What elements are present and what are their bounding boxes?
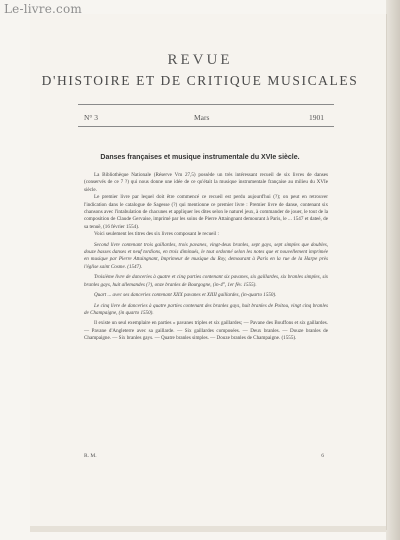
issue-number: N° 3	[84, 113, 99, 122]
paragraph: Quart ... avec ses danceries contenant XIIX pavanes et XIIII gaillardes, (in-quarto 1550).	[94, 292, 277, 299]
issue-month: Mars	[194, 113, 210, 122]
paragraph: La Bibliothèque Nationale (Réserve Vm 27,5) possède un très intéressant recueil de six livres de danses (conservés de ce 7 ?) qui nous donne une idée de ce qu'était la musique instrumentale française au milieu du XVIe siècle.	[84, 172, 328, 193]
paragraph: Second livre contenant trois gaillardes, trois pavanes, vingt-deux branles, sept gays, sept simples que doubles, douze basses danses et neuf tordions, en trois diminués, le tout ordonné selon les notes que et nouvellement imprimée en musique par Pierre Attaingnant, Imprimeur de musique du Roy, demourant à Paris en la rue de la Harpe près l'église saint Cosme. (1547).	[84, 241, 328, 270]
paragraph: Troisième livre de danceries à quatre et cinq parties contenant six pavanes, six gaillardes, six branles simples, six branles gays, huit allemandes (?), onze branles de Bourgogne, (in-4°, 1er fév. 1555).	[84, 274, 328, 288]
article-body	[84, 172, 328, 343]
header-rule-top	[78, 104, 334, 105]
journal-title: REVUE	[167, 52, 233, 68]
issue-year: 1901	[309, 113, 324, 122]
journal-subtitle: D'HISTOIRE ET DE CRITIQUE MUSICALES	[41, 73, 359, 88]
paragraph: Voici seulement les titres des six livres composant le recueil :	[94, 231, 219, 238]
paragraph: Le premier livre par lequel doit être commencé ce recueil est perdu aujourd'hui (?); on peut en retrouver l'indication dans le catalogue de Sagesse (?) qui mentionne ce premier livre : Premier livre de danse, contenant six chansons avec l'intabulation de chacunes et appliquer les dites selon le naturel jeux, à commander de jouer, le tout de la composition de Claude Gervaise, imprimé par les soins de Pierre Attaingnant demourant à Paris, le ... 1547 et dateé, de sa tenuë, (16 février 1554).	[84, 194, 328, 230]
footer-signature: R. M.	[84, 453, 97, 459]
article-title: Danses françaises et musique instrumentale du XVIe siècle.	[100, 154, 300, 161]
paragraph: Il existe un seul exemplaire en parties « pavanes triples et six gaillardes; — Pavane des Bouffons et six gaillardes. — Pavane d'Angleterre avec sa gaillarde. — Six gaillardes composées. — Deux branles. — Douze branles de Champaigne. — Six branles gays. — Quatre branles simples. — Douze branles de Champaigne. (1555).	[84, 320, 328, 342]
page-bottom-edge	[30, 526, 386, 532]
page-number: 6	[321, 453, 324, 459]
header-rule-bottom	[78, 126, 334, 127]
watermark-text: Le-livre.com	[4, 2, 82, 16]
paragraph: Le cinq livre de danceries à quatre parties contenant des branles gays, huit branles de Poitou, vingt cinq branles de Champaigne, (in quarto 1550).	[84, 302, 328, 316]
